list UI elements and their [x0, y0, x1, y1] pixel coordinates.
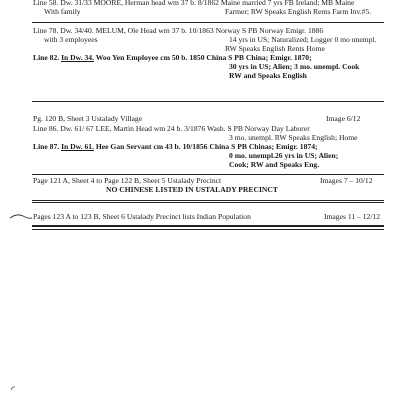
line-58-occupation: Farmer; RW Speaks English Rents Farm Inv.#5.: [225, 7, 372, 16]
line-87-rest: Hee Gan Servant cm 43 b. 10/1856 China S PB Chinas; Emigr. 1874;: [93, 142, 318, 151]
divider: [32, 22, 384, 23]
line-87-dwelling: In Dw. 61.: [61, 142, 94, 151]
line-58-family: With family: [44, 7, 81, 16]
line-82-dwelling: In Dw. 34.: [61, 53, 94, 62]
page-123-images: Images 11 – 12/12: [324, 212, 381, 221]
divider: [32, 202, 384, 203]
pen-mark: [8, 212, 34, 222]
line-58-text: Line 58. Dw. 31/33 MOORE, Herman head wm 37 b. 8/1862 Maine married 7 yrs FB Ireland; MB Maine: [33, 0, 355, 7]
page-123-heading: Pages 123 A to 123 B, Sheet 6 Ustalady Precinct lists Indian Population: [33, 212, 251, 221]
page-120-images: Image 6/12: [326, 114, 361, 123]
page-121-images: Images 7 – 10/12: [320, 176, 373, 185]
line-78-home: RW Speaks English Rents Home: [225, 44, 325, 53]
line-82-rest: Woo Yen Employee cm 50 b. 1850 China S PB China; Emigr. 1870;: [93, 53, 312, 62]
divider: [32, 229, 384, 230]
line-87-details: 0 mo. unempl.26 yrs in US; Alien;: [229, 151, 339, 160]
no-chinese-note: NO CHINESE LISTED IN USTALADY PRECINCT: [106, 185, 278, 194]
line-78-text: Line 78. Dw. 34/40. MELUM, Ole Head wm 37 b. 10/1863 Norway S PB Norway Emigr. 1886: [33, 26, 324, 35]
pen-mark: [9, 384, 17, 392]
line-87-prefix: Line 87.: [33, 142, 62, 151]
divider: [32, 174, 384, 175]
line-78-employees: with 3 employees: [44, 35, 98, 44]
page-121-heading: Page 121 A, Sheet 4 to Page 122 B, Sheet 5 Ustalady Precinct: [33, 176, 222, 185]
line-86-details: 3 mo. unempl. RW Speaks English; Home: [229, 133, 358, 142]
line-87-occupation: Cook; RW and Speaks Eng.: [229, 160, 320, 169]
line-82-language: RW and Speaks English: [229, 71, 307, 80]
line-78-details: 14 yrs in US; Naturalized; Logger 0 mo unempl.: [229, 35, 377, 44]
line-82-details: 30 yrs in US; Alien; 3 mo. unempl. Cook: [229, 62, 360, 71]
divider: [32, 200, 384, 201]
divider: [32, 101, 384, 102]
line-86-text: Line 86. Dw. 61/ 67 LEE, Martin Head wm 24 b. 3/1876 Wash. S PB Norway Day Laborer: [33, 124, 310, 133]
page-120-heading: Pg. 120 B, Sheet 3 Ustalady Village: [33, 114, 143, 123]
line-82-prefix: Line 82.: [33, 53, 62, 62]
divider: [32, 225, 384, 227]
